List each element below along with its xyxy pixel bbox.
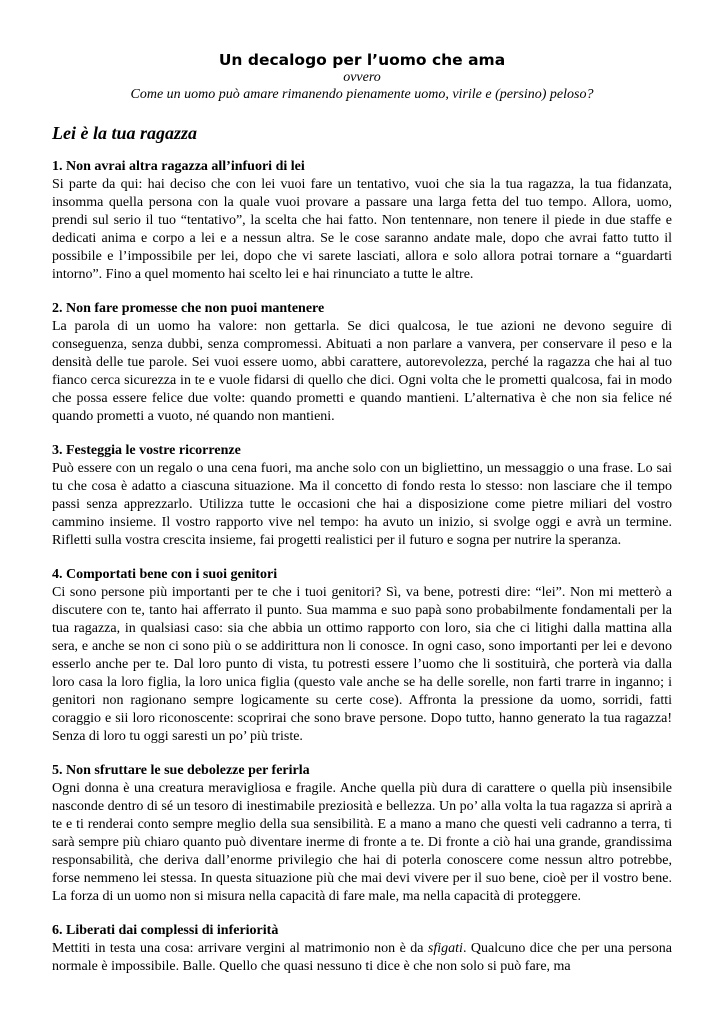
body-text-start: Mettiti in testa una cosa: arrivare vergini al matrimonio non è da: [52, 941, 428, 956]
commandment-6: [52, 922, 672, 976]
commandment-heading: 1. Non avrai altra ragazza all’infuori di lei: [52, 159, 305, 174]
section-heading: Lei è la tua ragazza: [52, 123, 198, 143]
body-text-end: . Qualcuno dice che per una persona normale è impossibile. Balle. Quello che quasi nessuno ti dice è che non solo si può fare, ma: [52, 941, 672, 974]
commandment-body: Si parte da qui: hai deciso che con lei vuoi fare un tentativo, vuoi che sia la tua ragazza, la tua fidanzata, insomma quella persona con la quale vuoi provare a passare una larga fetta del tuo tempo. Allora, uomo, prendi sul serio il tuo “tentativo”, la scelta che hai fatto. Non tentennare, non tenere il piede in due staffe e dedicati anima e corpo a lei e a nessun altra. Se le cose saranno andate male, dopo che avrai fatto tutto il possibile e l’impossibile per lei, dopo che vi sarete lasciati, allora e solo allora potrai tornare a “guardarti intorno”. Fino a quel momento hai scelto lei e hai rinunciato a tutte le altre.: [52, 177, 672, 282]
commandment-1: [52, 158, 672, 284]
commandment-5: [52, 762, 672, 906]
commandment-heading: 2. Non fare promesse che non puoi mantenere: [52, 301, 325, 316]
commandment-heading: 6. Liberati dai complessi di inferiorità: [52, 923, 279, 938]
commandment-body: [52, 940, 672, 976]
document-title: Un decalogo per l’uomo che ama: [218, 51, 506, 69]
commandment-2: [52, 300, 672, 426]
commandment-3: [52, 442, 672, 550]
commandment-heading: 4. Comportati bene con i suoi genitori: [52, 567, 278, 582]
document-subtitle: Come un uomo può amare rimanendo pienamente uomo, virile e (persino) peloso?: [130, 87, 594, 102]
commandment-body: Ogni donna è una creatura meravigliosa e fragile. Anche quella più dura di carattere o quella più insensibile nasconde dentro di sé un tesoro di inestimabile preziosità e bellezza. Un po’ alla volta la tua ragazza si aprirà a te e ti renderai conto sempre meglio della sua sensibilità. E a mano a mano che questi veli cadranno a terra, ti sarà sempre più chiaro quanto può diventare inerme di fronte a te. Di fronte a ciò hai una grande, grandissima responsabilità, che deriva dall’enorme privilegio che hai di poterla conoscere come nessun altro potrebbe, forse nemmeno lei stessa. In questa situazione più che mai devi vivere per il suo bene, cioè per il vostro bene. La forza di un uomo non si misura nella capacità di fare male, ma nella capacità di proteggere.: [52, 781, 672, 904]
commandment-heading: 5. Non sfruttare le sue debolezze per ferirla: [52, 763, 310, 778]
commandment-body: Può essere con un regalo o una cena fuori, ma anche solo con un bigliettino, un messaggio o una frase. Lo sai tu che cosa è adatto a ciascuna situazione. Ma il concetto di fondo resta lo stesso: non lasciare che il tempo passi senza apprezzarlo. Utilizza tutte le occasioni che hai a disposizione come pietre miliari del vostro cammino insieme. Il vostro rapporto vive nel tempo: ha avuto un inizio, si svolge oggi e avrà un termine. Rifletti sulla vostra crescita insieme, fai progetti realistici per il futuro e sogna per nutrire la speranza.: [52, 461, 672, 548]
commandment-body: La parola di un uomo ha valore: non gettarla. Se dici qualcosa, le tue azioni ne devono seguire di conseguenza, senza dubbi, senza compromessi. Abituati a non parlare a vanvera, per conservare il peso e la densità delle tue parole. Sei vuoi essere uomo, abbi carattere, autorevolezza, perché la ragazza che hai al tuo fianco cerca sicurezza in te e vuole fidarsi di quello che dici. Ogni volta che le prometti qualcosa, fai in modo che possa essere felice due volte: quando prometti e quando mantieni. L’alternativa è che non sia felice né quando prometti a vuoto, né quando non mantieni.: [52, 319, 672, 424]
commandment-heading: 3. Festeggia le vostre ricorrenze: [52, 443, 241, 458]
commandment-4: [52, 566, 672, 746]
commandment-body: Ci sono persone più importanti per te che i tuoi genitori? Sì, va bene, potresti dire: “lei”. Non mi metterò a discutere con te, tanto hai afferrato il punto. Sua mamma e suo papà sono probabilmente fondamentali per la tua ragazza, in qualsiasi caso: sia che abbia un ottimo rapporto con loro, sia che ci litighi dalla mattina alla sera, e anche se non ci sono più o se addirittura non li conosce. In ogni caso, sono importanti per lei e devono esserlo anche per te. Dal loro punto di vista, tu potresti essere l’uomo che li sostituirà, che porterà via dalla loro casa la loro figlia, la loro unica figlia (questo vale anche se ha delle sorelle, non farti trarre in inganno; i genitori non ragionano sempre logicamente su certe cose). Affronta la pressione da uomo, sorridi, fatti coraggio e sii loro riconoscente: scoprirai che sono brave persone. Dopo tutto, hanno generato la tua ragazza! Senza di loro tu oggi saresti un po’ più triste.: [52, 585, 672, 744]
body-text-emphasis: sfigati: [427, 941, 463, 956]
ovvero-line: ovvero: [343, 70, 381, 85]
